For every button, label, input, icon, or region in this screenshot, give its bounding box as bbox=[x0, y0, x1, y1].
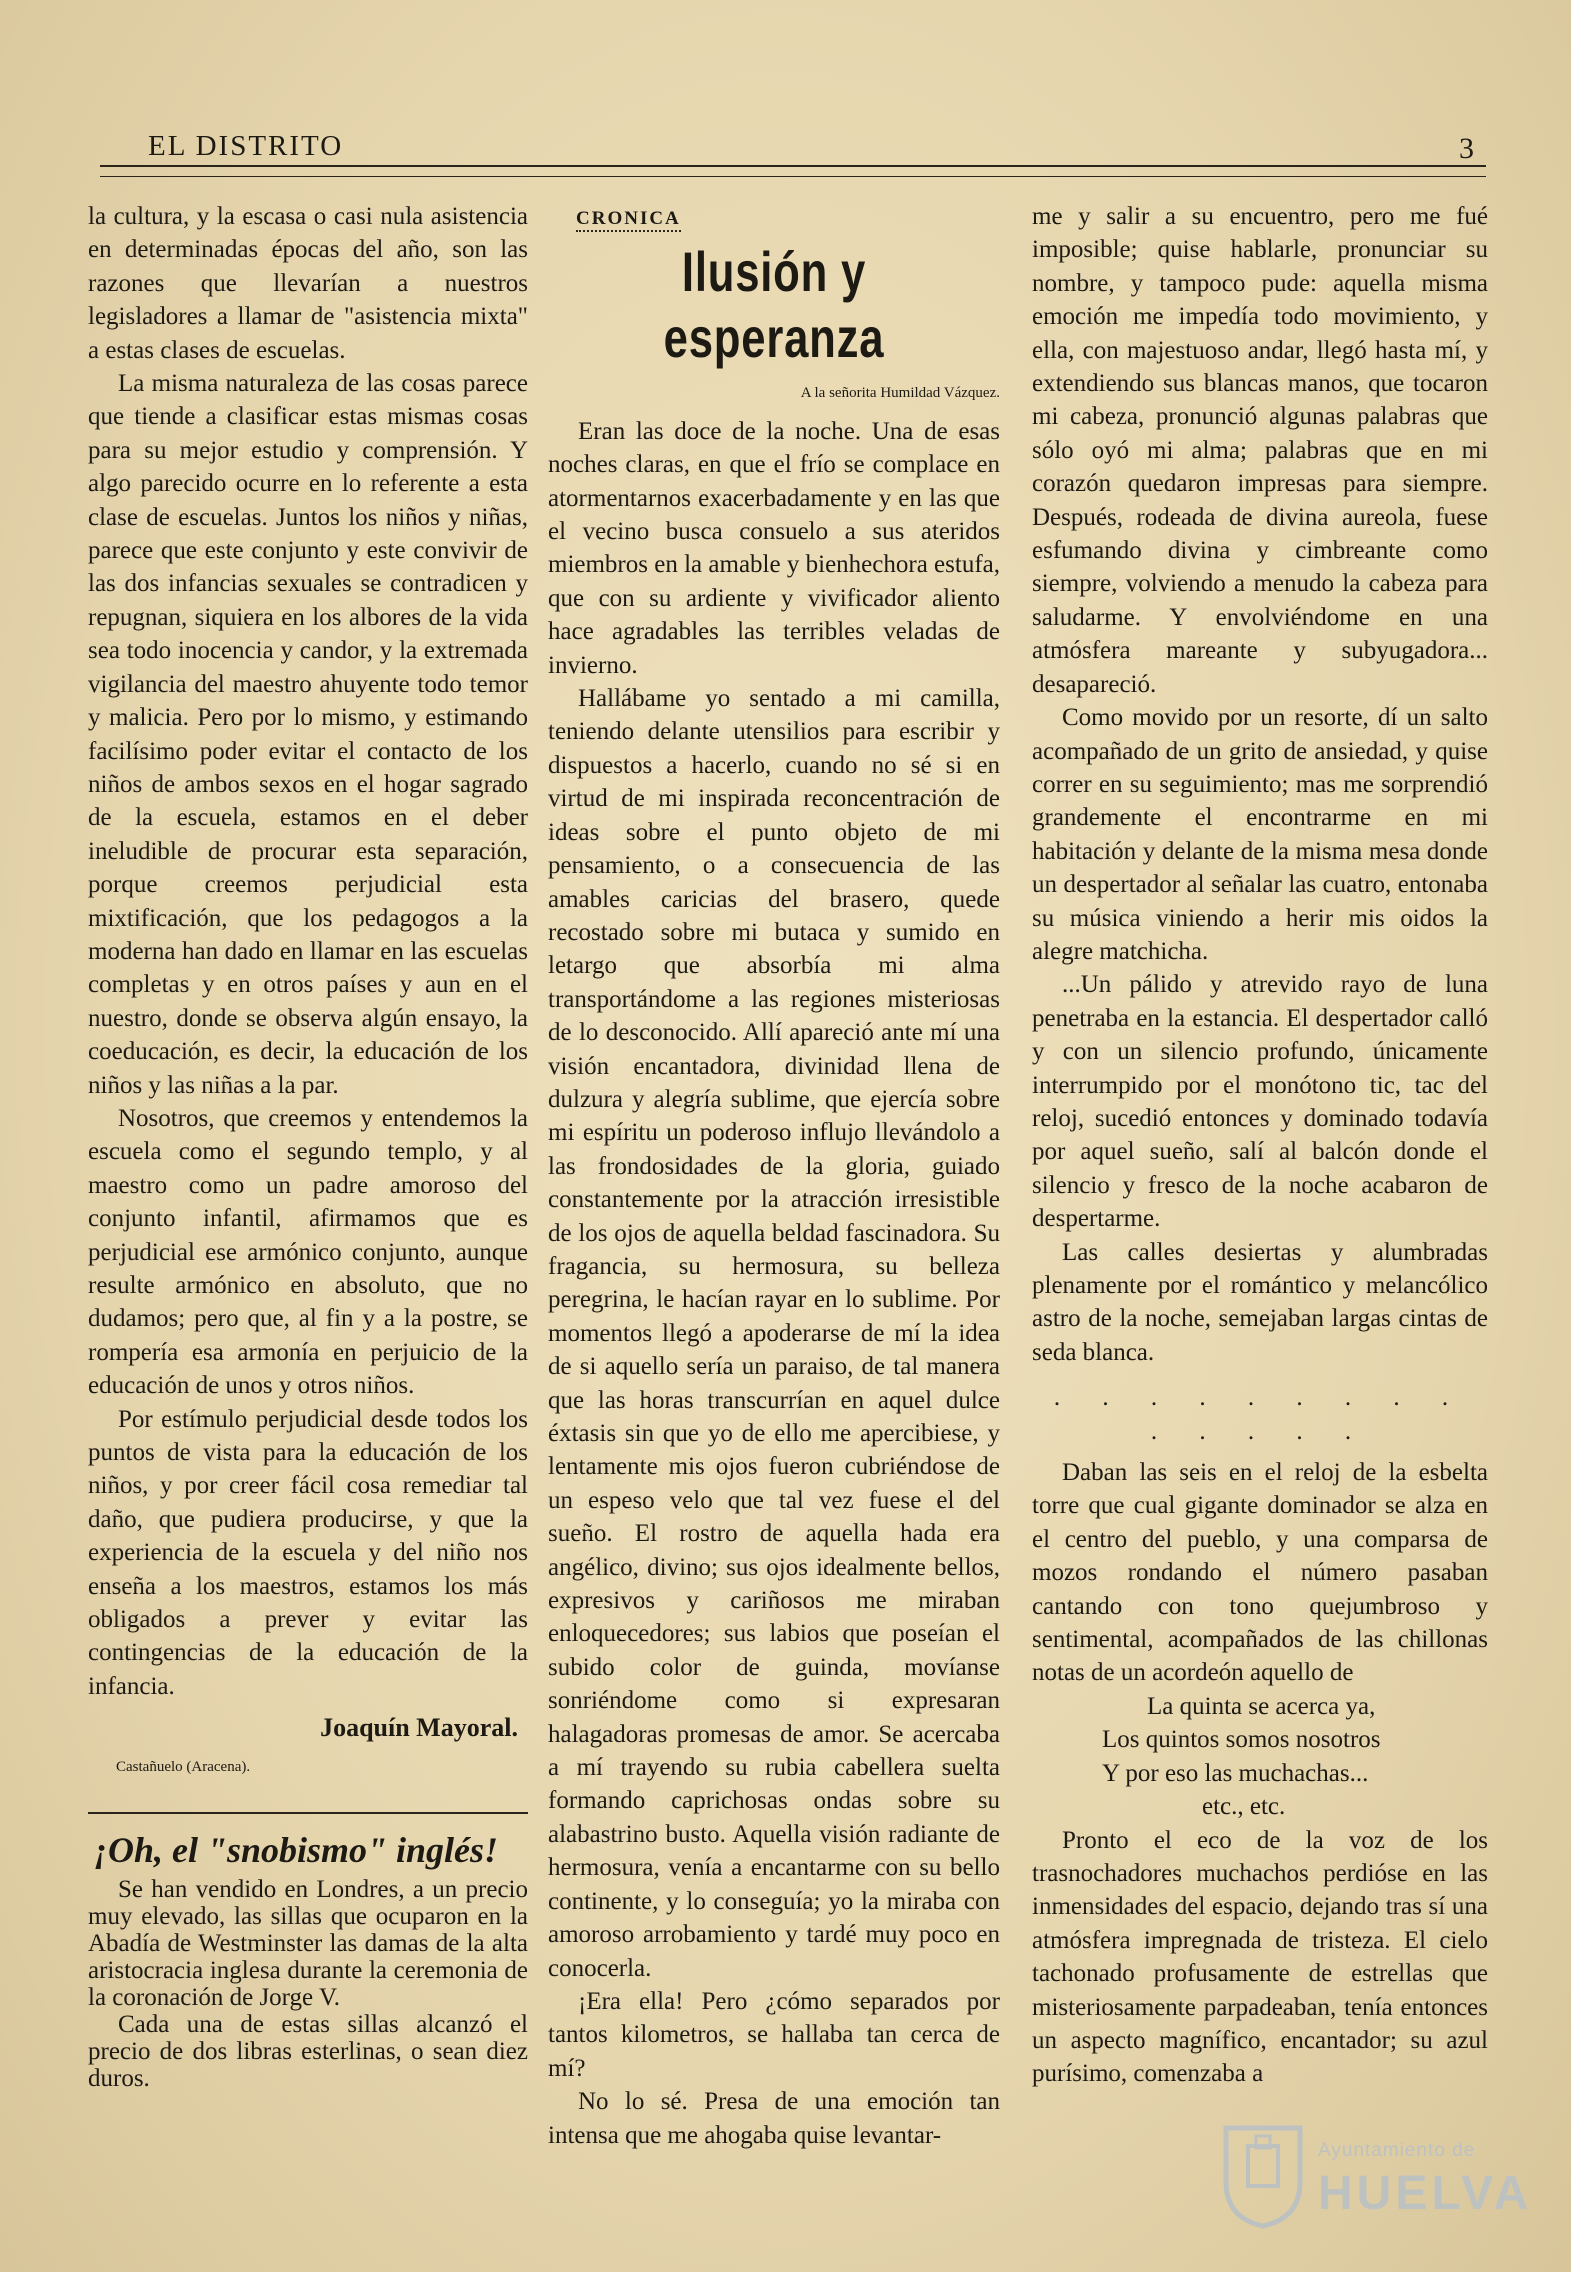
page-header bbox=[148, 128, 1486, 168]
paragraph: Se han vendido en Londres, a un precio muy elevado, las sillas que ocuparon en la Abadía de Westminster las damas de la alta aristocracia inglesa durante la ceremonia de la coronación de Jorge V. bbox=[88, 1875, 528, 2011]
masthead: EL DISTRITO bbox=[148, 130, 344, 162]
verse-line: La quinta se acerca ya, bbox=[1147, 1692, 1376, 1720]
author-signature: Joaquín Mayoral. bbox=[320, 1713, 518, 1743]
paragraph: me y salir a su encuentro, pero me fué imposible; quise hablarle, pronunciar su nombre, y tampoco pude: aquella misma emoción me impedía todo movimiento, y ella, con majestuoso andar, llegó hasta mí, y extendiendo sus blancas manos, que tocaron mi cabeza, pronunció algunas palabras que sólo oyó mi alma; palabras que en mi corazón quedaron impresas para siempre. Después, rodeada de divina aureola, fuese esfumando divina y cimbreante como siempre, volviendo a menudo la cabeza para saludarme. Y envolviéndome en una atmósfera mareante y subyugadora... desapareció. bbox=[1032, 203, 1488, 698]
paragraph: Pronto el eco de la voz de los trasnochadores muchachos perdióse en las inmensidades del espacio, dejando tras sí una atmósfera impregnada de tristeza. El cielo tachonado profusamente de estrellas que misteriosamente parpadeaban, tenía entonces un aspecto magnífico, encantador; su azul purísimo, comenzaba a bbox=[1032, 1826, 1488, 2088]
snob-article-title: ¡Oh, el "snobismo" inglés! bbox=[94, 1830, 499, 1871]
column-2 bbox=[548, 200, 1000, 2152]
paragraph: La misma naturaleza de las cosas parece que tiende a clasificar estas mismas cosas para su mejor estudio y comprensión. Y algo parecido ocurre en lo referente a esta clase de escuelas. Juntos los niños y niñas, parece que este conjunto y este convivir de las dos infancias sexuales se contradicen y repugnan, siquiera en los albores de la vida sea todo inocencia y candor, y la extremada vigilancia del maestro ahuyente todo temor y malicia. Pero por lo mismo, y estimando facilísimo poder evitar el contacto de los niños de ambos sexos en el hogar sagrado de la escuela, estamos en el deber ineludible de procurar esta separación, porque creemos perjudicial esta mixtificación, que los pedagogos a la moderna han dado en llamar en las escuelas completas y en otros países y aun en el nuestro, donde se observa algún ensayo, la coeducación, es decir, la educación de los niños y las niñas a la par. bbox=[88, 370, 528, 1099]
column-3 bbox=[1032, 200, 1488, 2091]
paragraph: Hallábame yo sentado a mi camilla, teniendo delante utensilios para escribir y dispuestos a hacerlo, cuando no sé si en virtud de mi inspirada reconcentración de ideas sobre el punto objeto de mi pensamiento, o a consecuencia de las amables caricias del brasero, quede recostado sobre mi butaca y sumido en letargo que absorbía mi alma transportándome a las regiones misteriosas de lo desconocido. Allí apareció ante mí una visión encantadora, divinidad llena de dulzura y alegría sublime, que ejercía sobre mi espíritu un poderoso influjo llevándolo a las frondosidades de la gloria, guiado constantemente por la atracción irresistible de los ojos de aquella beldad fascinadora. Su fragancia, su hermosura, su belleza peregrina, le hacían rayar en lo sublime. Por momentos llegó a apoderarse de mí la idea de si aquello sería un paraiso, de tal manera que las horas transcurrían en aquel dulce éxtasis sin que yo de ello me apercibiese, y lentamente mis ojos fueron cubriéndose de un espeso velo que tal vez fuese el del sueño. El rostro de aquella hada era angélico, divino; sus ojos idealmente bellos, expresivos y cariñosos me miraban enloquecedores; sus labios que poseían el subido color de guinda, movíanse sonriéndome como si expresaran halagadoras promesas de amor. Se acercaba a mí trayendo su rubia cabellera suelta formando caprichosas ondas sobre su alabastrino busto. Aquella visión radiante de hermosura, venía a encantarme con su bello continente, y lo conseguía; yo la miraba con amoroso arrobamiento y tardé muy poco en conocerla. bbox=[548, 685, 1000, 1982]
watermark-line-1: Ayuntamiento de bbox=[1318, 2140, 1476, 2161]
paragraph: ...Un pálido y atrevido rayo de luna penetraba en la estancia. El despertador calló y con un silencio profundo, únicamente interrumpido por el monótono tic, tac del reloj, sucedió entonces y dominado todavía por aquel sueño, salí al balcón donde el silencio y fresco de la noche acabaron de despertarme. bbox=[1032, 971, 1488, 1233]
verse-line: Los quintos somos nosotros bbox=[1102, 1726, 1381, 1754]
song-verse bbox=[1032, 1690, 1488, 1824]
watermark-line-2: HUELVA bbox=[1318, 2167, 1533, 2220]
paragraph: No lo sé. Presa de una emoción tan intensa que me ahogaba quise levantar- bbox=[548, 2088, 1000, 2149]
paragraph: Las calles desiertas y alumbradas plenamente por el romántico y melancólico astro de la noche, semejaban largas cintas de seda blanca. bbox=[1032, 1238, 1488, 1366]
verse-line: etc., etc. bbox=[1202, 1793, 1286, 1821]
page-number: 3 bbox=[1459, 132, 1474, 165]
paragraph: la cultura, y la escasa o casi nula asistencia en determinadas épocas del año, son las razones que llevarían a nuestros legisladores a llamar de "asistencia mixta" a estas clases de escuelas. bbox=[88, 203, 528, 364]
dedication: A la señorita Humildad Vázquez. bbox=[800, 385, 1000, 402]
coat-of-arms-icon bbox=[1218, 2122, 1308, 2230]
header-rule bbox=[100, 165, 1486, 177]
paragraph: Por estímulo perjudicial desde todos los puntos de vista para la educación de los niños, y por creer fácil cosa remediar tal daño, que pudiera producirse, y que la experiencia de la escuela y del niño nos enseña a los maestros, estamos los más obligados a prever y evitar las contingencias de la educación de la infancia. bbox=[88, 1405, 528, 1700]
paragraph: Daban las seis en el reloj de la esbelta torre que cual gigante dominador se alza en el centro del pueblo, y una comparsa de mozos rondando el número pasaban cantando con tono quejumbroso y sentimental, acompañados de las chillonas notas de un acordeón aquello de bbox=[1032, 1459, 1488, 1687]
article-headline: Ilusión y esperanza bbox=[663, 240, 885, 370]
snob-article-body bbox=[88, 1876, 528, 2092]
paragraph: ¡Era ella! Pero ¿cómo separados por tantos kilometros, se hallaba tan cerca de mí? bbox=[548, 1987, 1000, 2082]
column-1 bbox=[88, 200, 528, 2092]
paragraph: Eran las doce de la noche. Una de esas noches claras, en que el frío se complace en atormentarnos exacerbadamente y en las que el vecino busca consuelo a sus ateridos miembros en la amable y bienhechora estufa, que con su ardiente y vivificador aliento hace agradables las terribles veladas de invierno. bbox=[548, 417, 1000, 679]
paragraph: Cada una de estas sillas alcanzó el precio de dos libras esterlinas, o sean diez duros. bbox=[88, 2010, 528, 2092]
author-place: Castañuelo (Aracena). bbox=[116, 1758, 251, 1775]
paragraph: Nosotros, que creemos y entendemos la escuela como el segundo templo, y al maestro como un padre amoroso del conjunto infantil, afirmamos que es perjudicial ese armónico conjunto, aunque resulte armónico en absoluto, que no dudamos; pero que, al fin y a la postre, se rompería esa armonía en perjuicio de la educación de unos y otros niños. bbox=[88, 1104, 528, 1400]
archive-watermark bbox=[1218, 2122, 1533, 2232]
section-break-dots: . . . . . . . . . . . . . . bbox=[1053, 1384, 1467, 1445]
section-label: CRONICA bbox=[576, 208, 681, 232]
verse-line: Y por eso las muchachas... bbox=[1102, 1759, 1369, 1787]
paragraph: Como movido por un resorte, dí un salto acompañado de un grito de ansiedad, y quise correr en su seguimiento; mas me sorprendió grandemente el encontrarme en mi habitación y delante de la misma mesa donde un despertador al señalar las cuatro, entonaba su música viniendo a herir mis oidos la alegre matchicha. bbox=[1032, 704, 1488, 965]
article-divider bbox=[88, 1812, 528, 1814]
